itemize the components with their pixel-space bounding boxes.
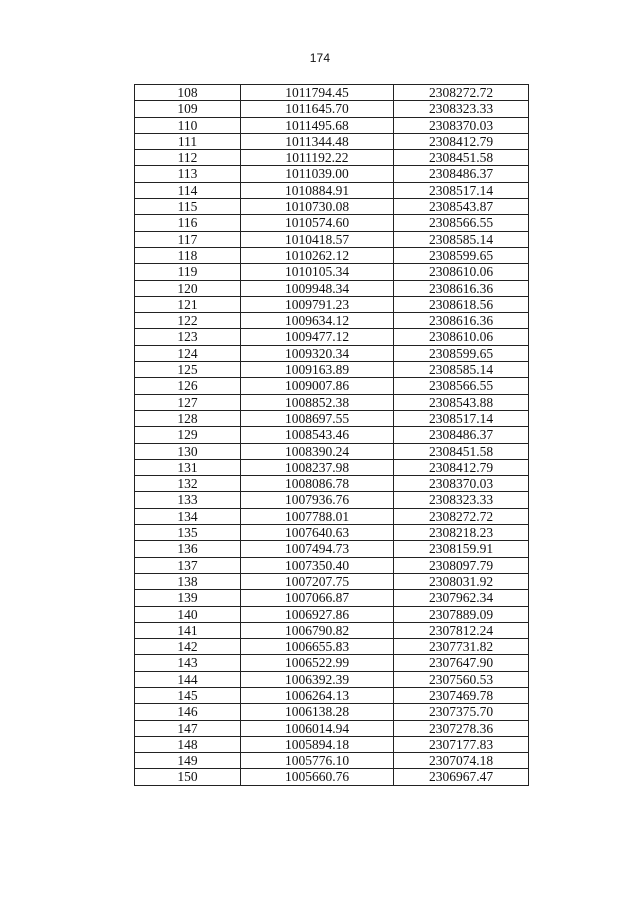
point-number-cell: 138 (135, 573, 241, 589)
table-row (135, 557, 529, 573)
x-coordinate-cell: 1006264.13 (241, 687, 394, 703)
y-coordinate-cell: 2308370.03 (394, 117, 529, 133)
point-number-cell: 120 (135, 280, 241, 296)
y-coordinate-cell: 2308370.03 (394, 476, 529, 492)
y-coordinate-cell: 2307731.82 (394, 639, 529, 655)
point-number-cell: 145 (135, 687, 241, 703)
x-coordinate-cell: 1009163.89 (241, 362, 394, 378)
y-coordinate-cell: 2308031.92 (394, 573, 529, 589)
y-coordinate-cell: 2308323.33 (394, 492, 529, 508)
table-row (135, 671, 529, 687)
table-row (135, 231, 529, 247)
y-coordinate-cell: 2308543.87 (394, 199, 529, 215)
point-number-cell: 137 (135, 557, 241, 573)
point-number-cell: 128 (135, 410, 241, 426)
y-coordinate-cell: 2308599.65 (394, 247, 529, 263)
x-coordinate-cell: 1006392.39 (241, 671, 394, 687)
y-coordinate-cell: 2308566.55 (394, 378, 529, 394)
x-coordinate-cell: 1007350.40 (241, 557, 394, 573)
y-coordinate-cell: 2308412.79 (394, 133, 529, 149)
table-row (135, 508, 529, 524)
point-number-cell: 116 (135, 215, 241, 231)
x-coordinate-cell: 1006655.83 (241, 639, 394, 655)
y-coordinate-cell: 2308616.36 (394, 313, 529, 329)
x-coordinate-cell: 1009320.34 (241, 345, 394, 361)
y-coordinate-cell: 2308618.56 (394, 296, 529, 312)
y-coordinate-cell: 2308585.14 (394, 362, 529, 378)
table-row (135, 150, 529, 166)
table-row (135, 101, 529, 117)
table-row (135, 736, 529, 752)
coordinates-table-body (135, 85, 529, 786)
x-coordinate-cell: 1009634.12 (241, 313, 394, 329)
y-coordinate-cell: 2308610.06 (394, 329, 529, 345)
point-number-cell: 131 (135, 459, 241, 475)
table-row (135, 199, 529, 215)
table-row (135, 117, 529, 133)
table-row (135, 655, 529, 671)
table-row (135, 85, 529, 101)
x-coordinate-cell: 1008390.24 (241, 443, 394, 459)
table-row (135, 492, 529, 508)
x-coordinate-cell: 1008237.98 (241, 459, 394, 475)
y-coordinate-cell: 2308517.14 (394, 410, 529, 426)
point-number-cell: 143 (135, 655, 241, 671)
table-row (135, 182, 529, 198)
x-coordinate-cell: 1009791.23 (241, 296, 394, 312)
table-row (135, 606, 529, 622)
y-coordinate-cell: 2308218.23 (394, 525, 529, 541)
x-coordinate-cell: 1011344.48 (241, 133, 394, 149)
x-coordinate-cell: 1005660.76 (241, 769, 394, 785)
x-coordinate-cell: 1005776.10 (241, 753, 394, 769)
x-coordinate-cell: 1011794.45 (241, 85, 394, 101)
x-coordinate-cell: 1007640.63 (241, 525, 394, 541)
point-number-cell: 108 (135, 85, 241, 101)
x-coordinate-cell: 1006790.82 (241, 622, 394, 638)
table-row (135, 687, 529, 703)
y-coordinate-cell: 2307375.70 (394, 704, 529, 720)
y-coordinate-cell: 2308451.58 (394, 150, 529, 166)
x-coordinate-cell: 1006138.28 (241, 704, 394, 720)
page-number: 174 (309, 51, 331, 65)
x-coordinate-cell: 1007066.87 (241, 590, 394, 606)
point-number-cell: 119 (135, 264, 241, 280)
point-number-cell: 123 (135, 329, 241, 345)
table-row (135, 329, 529, 345)
x-coordinate-cell: 1010262.12 (241, 247, 394, 263)
point-number-cell: 126 (135, 378, 241, 394)
point-number-cell: 144 (135, 671, 241, 687)
x-coordinate-cell: 1011039.00 (241, 166, 394, 182)
x-coordinate-cell: 1010105.34 (241, 264, 394, 280)
point-number-cell: 121 (135, 296, 241, 312)
y-coordinate-cell: 2308159.91 (394, 541, 529, 557)
point-number-cell: 132 (135, 476, 241, 492)
table-row (135, 362, 529, 378)
point-number-cell: 147 (135, 720, 241, 736)
x-coordinate-cell: 1009477.12 (241, 329, 394, 345)
x-coordinate-cell: 1010418.57 (241, 231, 394, 247)
table-row (135, 622, 529, 638)
table-row (135, 394, 529, 410)
table-row (135, 525, 529, 541)
x-coordinate-cell: 1006927.86 (241, 606, 394, 622)
point-number-cell: 110 (135, 117, 241, 133)
x-coordinate-cell: 1008697.55 (241, 410, 394, 426)
table-row (135, 247, 529, 263)
point-number-cell: 146 (135, 704, 241, 720)
point-number-cell: 118 (135, 247, 241, 263)
point-number-cell: 109 (135, 101, 241, 117)
table-row (135, 166, 529, 182)
y-coordinate-cell: 2307889.09 (394, 606, 529, 622)
y-coordinate-cell: 2308599.65 (394, 345, 529, 361)
table-row (135, 639, 529, 655)
y-coordinate-cell: 2308323.33 (394, 101, 529, 117)
x-coordinate-cell: 1008852.38 (241, 394, 394, 410)
point-number-cell: 134 (135, 508, 241, 524)
y-coordinate-cell: 2308272.72 (394, 85, 529, 101)
x-coordinate-cell: 1011495.68 (241, 117, 394, 133)
y-coordinate-cell: 2307962.34 (394, 590, 529, 606)
point-number-cell: 113 (135, 166, 241, 182)
y-coordinate-cell: 2308566.55 (394, 215, 529, 231)
table-row (135, 345, 529, 361)
y-coordinate-cell: 2307074.18 (394, 753, 529, 769)
table-row (135, 133, 529, 149)
point-number-cell: 148 (135, 736, 241, 752)
table-row (135, 753, 529, 769)
table-row (135, 769, 529, 785)
y-coordinate-cell: 2308272.72 (394, 508, 529, 524)
point-number-cell: 140 (135, 606, 241, 622)
point-number-cell: 111 (135, 133, 241, 149)
x-coordinate-cell: 1010574.60 (241, 215, 394, 231)
table-row (135, 378, 529, 394)
y-coordinate-cell: 2308543.88 (394, 394, 529, 410)
x-coordinate-cell: 1008086.78 (241, 476, 394, 492)
table-row (135, 573, 529, 589)
y-coordinate-cell: 2308517.14 (394, 182, 529, 198)
table-row (135, 443, 529, 459)
point-number-cell: 150 (135, 769, 241, 785)
y-coordinate-cell: 2308616.36 (394, 280, 529, 296)
table-row (135, 427, 529, 443)
point-number-cell: 139 (135, 590, 241, 606)
table-row (135, 215, 529, 231)
x-coordinate-cell: 1007494.73 (241, 541, 394, 557)
table-row (135, 590, 529, 606)
y-coordinate-cell: 2308585.14 (394, 231, 529, 247)
x-coordinate-cell: 1007936.76 (241, 492, 394, 508)
point-number-cell: 112 (135, 150, 241, 166)
y-coordinate-cell: 2308451.58 (394, 443, 529, 459)
x-coordinate-cell: 1006014.94 (241, 720, 394, 736)
y-coordinate-cell: 2307469.78 (394, 687, 529, 703)
x-coordinate-cell: 1006522.99 (241, 655, 394, 671)
y-coordinate-cell: 2308486.37 (394, 427, 529, 443)
point-number-cell: 130 (135, 443, 241, 459)
point-number-cell: 125 (135, 362, 241, 378)
point-number-cell: 124 (135, 345, 241, 361)
table-row (135, 280, 529, 296)
x-coordinate-cell: 1010730.08 (241, 199, 394, 215)
point-number-cell: 129 (135, 427, 241, 443)
x-coordinate-cell: 1009948.34 (241, 280, 394, 296)
table-row (135, 313, 529, 329)
point-number-cell: 135 (135, 525, 241, 541)
x-coordinate-cell: 1011645.70 (241, 101, 394, 117)
table-row (135, 704, 529, 720)
x-coordinate-cell: 1007788.01 (241, 508, 394, 524)
x-coordinate-cell: 1009007.86 (241, 378, 394, 394)
point-number-cell: 149 (135, 753, 241, 769)
y-coordinate-cell: 2307560.53 (394, 671, 529, 687)
y-coordinate-cell: 2307647.90 (394, 655, 529, 671)
table-row (135, 410, 529, 426)
table-row (135, 264, 529, 280)
table-row (135, 541, 529, 557)
point-number-cell: 117 (135, 231, 241, 247)
point-number-cell: 127 (135, 394, 241, 410)
point-number-cell: 136 (135, 541, 241, 557)
coordinates-table (134, 84, 529, 786)
point-number-cell: 115 (135, 199, 241, 215)
point-number-cell: 114 (135, 182, 241, 198)
y-coordinate-cell: 2308412.79 (394, 459, 529, 475)
x-coordinate-cell: 1011192.22 (241, 150, 394, 166)
point-number-cell: 122 (135, 313, 241, 329)
y-coordinate-cell: 2308610.06 (394, 264, 529, 280)
x-coordinate-cell: 1008543.46 (241, 427, 394, 443)
table-row (135, 476, 529, 492)
y-coordinate-cell: 2306967.47 (394, 769, 529, 785)
table-row (135, 459, 529, 475)
y-coordinate-cell: 2307812.24 (394, 622, 529, 638)
point-number-cell: 141 (135, 622, 241, 638)
table-row (135, 296, 529, 312)
x-coordinate-cell: 1007207.75 (241, 573, 394, 589)
point-number-cell: 142 (135, 639, 241, 655)
point-number-cell: 133 (135, 492, 241, 508)
y-coordinate-cell: 2307177.83 (394, 736, 529, 752)
x-coordinate-cell: 1005894.18 (241, 736, 394, 752)
x-coordinate-cell: 1010884.91 (241, 182, 394, 198)
table-row (135, 720, 529, 736)
y-coordinate-cell: 2308486.37 (394, 166, 529, 182)
y-coordinate-cell: 2307278.36 (394, 720, 529, 736)
y-coordinate-cell: 2308097.79 (394, 557, 529, 573)
